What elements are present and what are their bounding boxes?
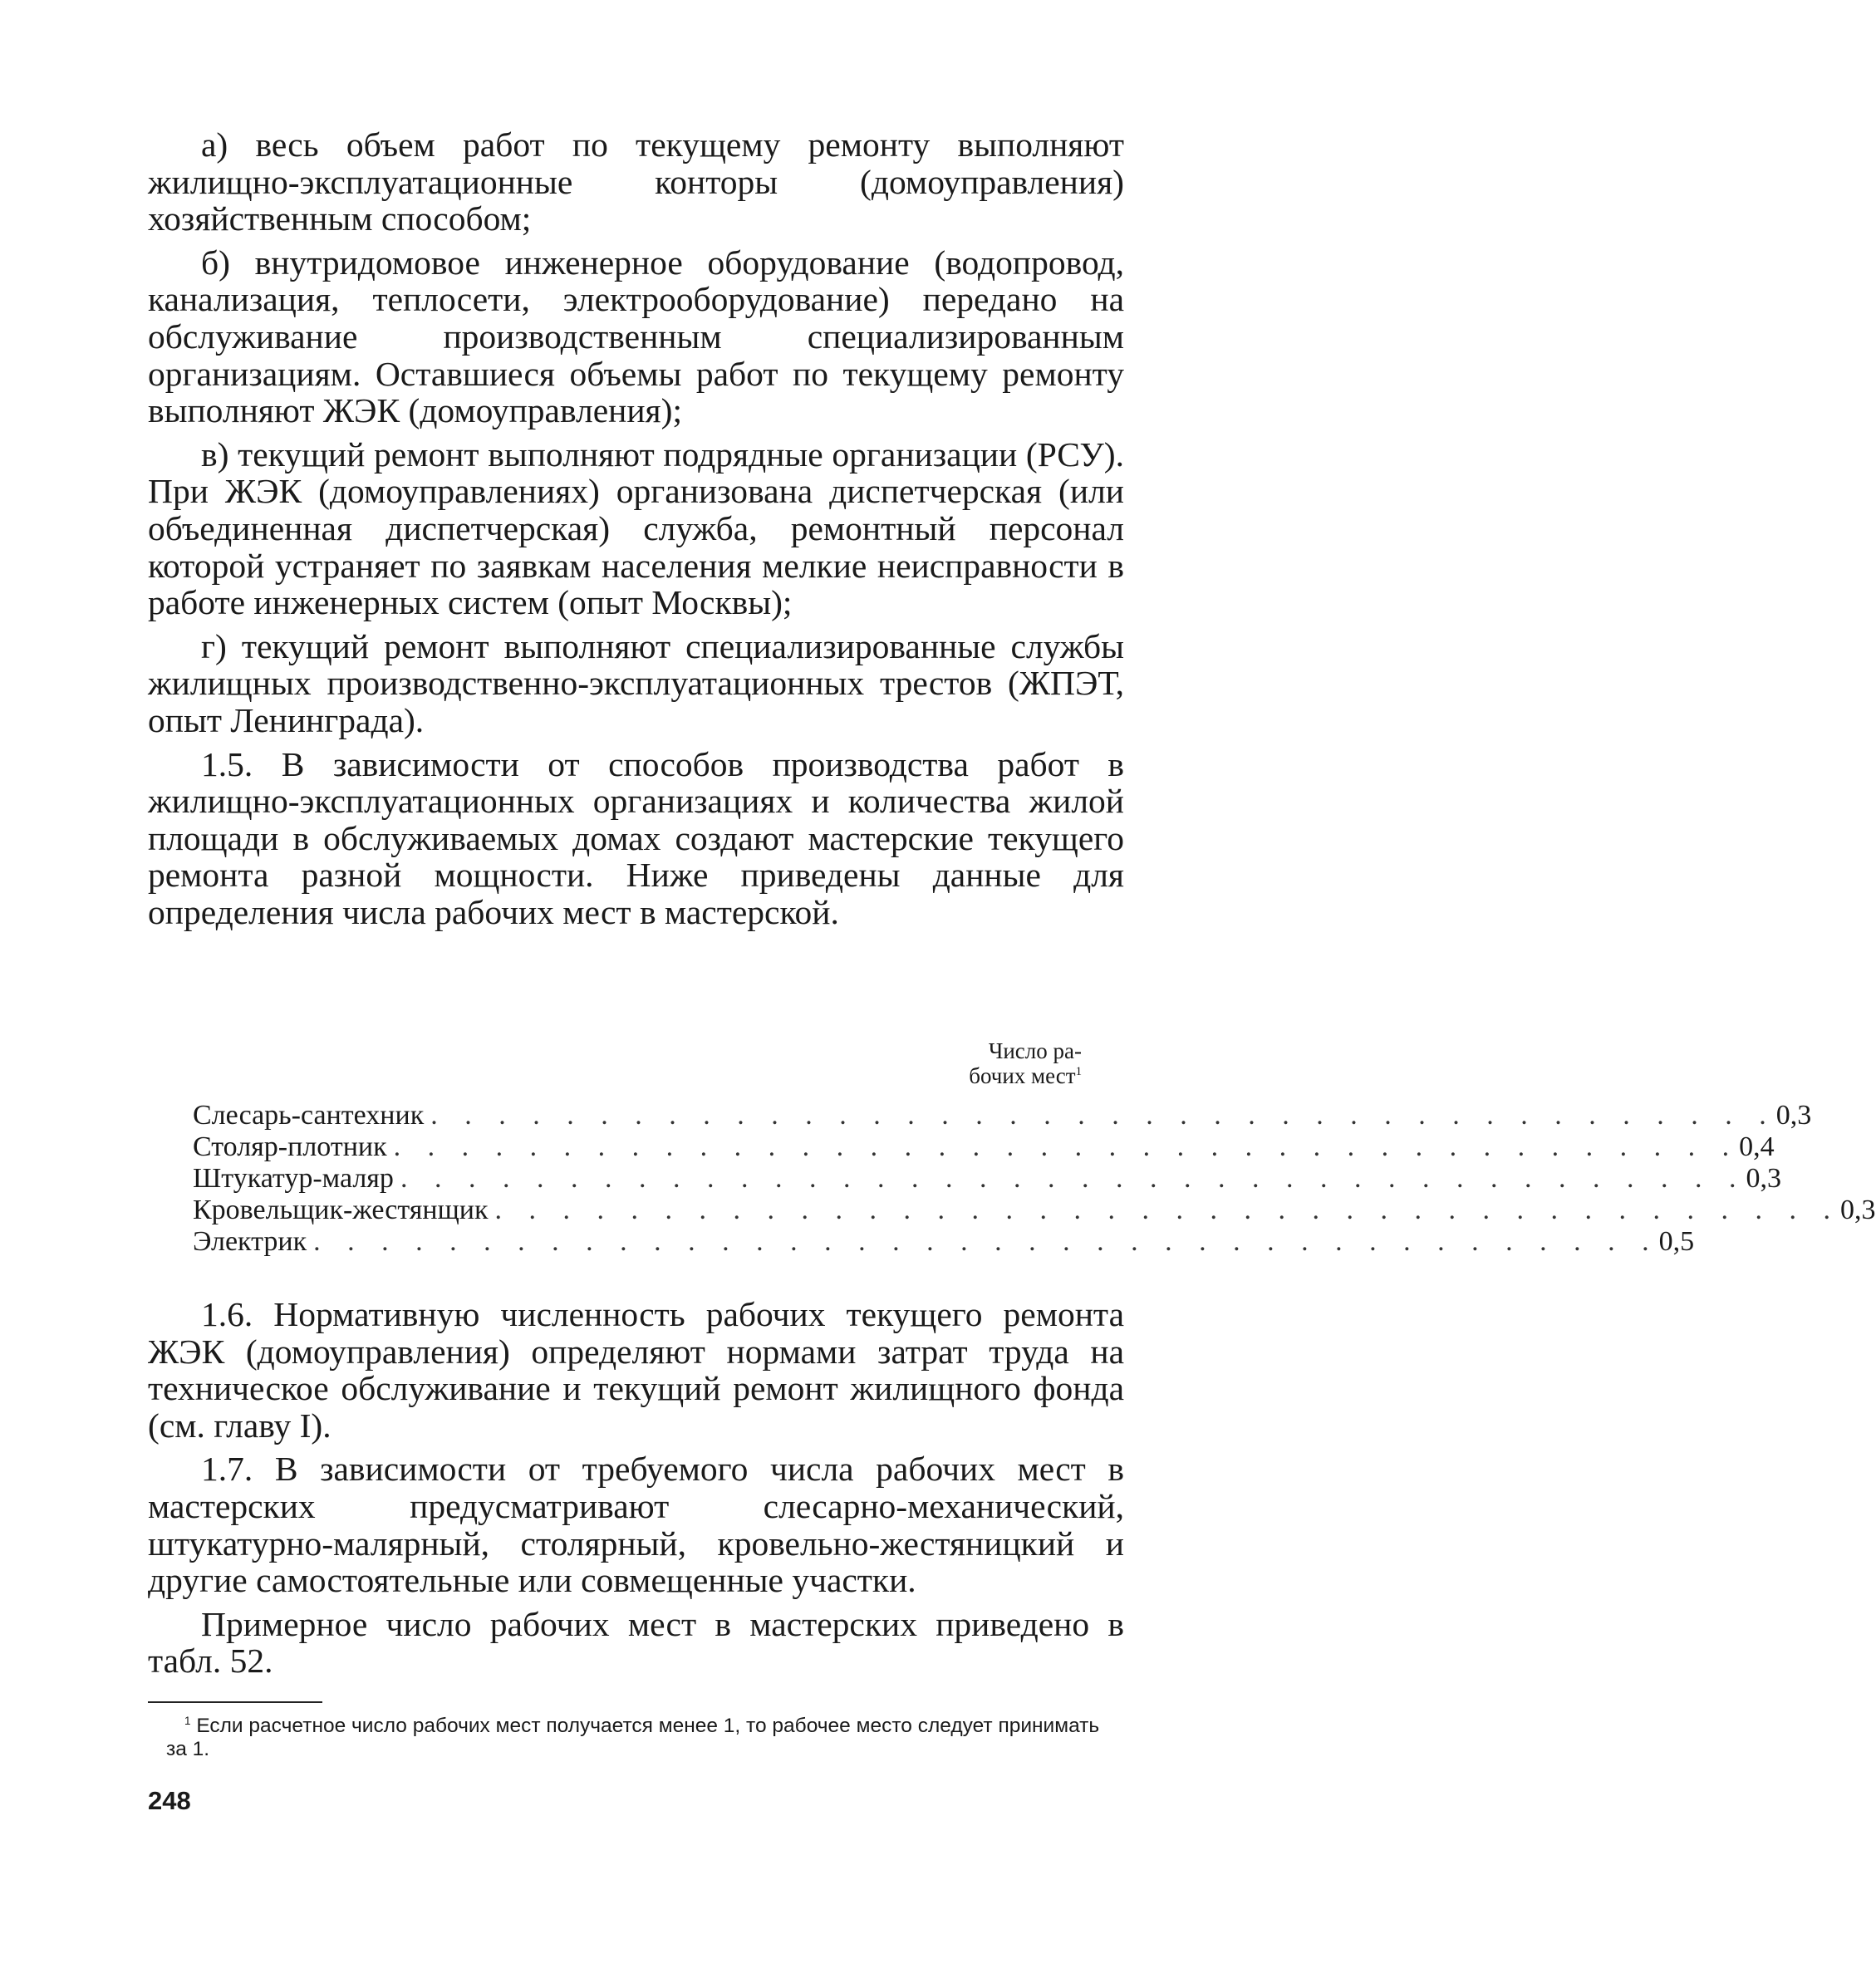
table-row <box>193 1226 1695 1258</box>
footnote-text: Если расчетное число рабочих мест получается менее 1, то рабочее место следует принимать за 1. <box>166 1715 1100 1760</box>
lower-text <box>148 1296 1124 1680</box>
leader-dots: . . . . . . . . . . . . . . . . . . . . . . . . . . . . . . . . . . . . . . . . <box>313 1226 1659 1257</box>
row-label: Штукатур-маляр <box>193 1163 394 1194</box>
paragraph-g: г) текущий ремонт выполняют специализированные службы жилищных производственно-эксплуатационных трестов (ЖПЭТ, опыт Ленинграда). <box>148 626 1124 739</box>
row-label: Кровельщик-жестянщик <box>193 1195 489 1225</box>
paragraph-v: в) текущий ремонт выполняют подрядные организации (РСУ). При ЖЭК (домоуправлениях) организована диспетчерская (или объединенная диспетчерская) служба, ремонтный персонал которой устраняет по заявкам населения мелкие неисправности в работе инженерных систем (опыт Москвы); <box>148 434 1124 622</box>
column-header-line-2: бочих мест$^1$ <box>969 1063 1082 1088</box>
row-value: 0,3 <box>1775 1100 1812 1131</box>
footnote-mark: 1 <box>184 1714 191 1727</box>
workplaces-table <box>193 1038 1876 1258</box>
row-label: Столяр-плотник <box>193 1131 387 1162</box>
paragraph-b: б) внутридомовое инженерное оборудование (водопровод, канализация, теплосети, электрооборудование) передано на обслуживание производственным специализированным организациям. Оставшиеся объемы работ по текущему ремонту выполняют ЖЭК (домоуправления); <box>148 243 1124 430</box>
row-label: Электрик <box>193 1226 307 1257</box>
paragraph-a: а) весь объем работ по текущему ремонту выполняют жилищно-эксплуатационные конторы (домоуправления) хозяйственным способом; <box>148 125 1124 238</box>
table-row <box>193 1100 1812 1131</box>
row-value: 0,5 <box>1658 1226 1695 1257</box>
row-value: 0,4 <box>1739 1131 1775 1162</box>
leader-dots: . . . . . . . . . . . . . . . . . . . . . . . . . . . . . . . . . . . . . . . . <box>393 1131 1740 1162</box>
page-number: 248 <box>148 1786 191 1815</box>
table-column-header <box>193 1038 1082 1088</box>
table-row <box>193 1131 1775 1163</box>
paragraph-1-5: 1.5. В зависимости от способов производства работ в жилищно-эксплуатационных организациях и количества жилой площади в обслуживаемых домах создают мастерские текущего ремонта разной мощности. Ниже приведены данные для определения числа рабочих мест в мастерской. <box>148 744 1124 931</box>
leader-dots: . . . . . . . . . . . . . . . . . . . . . . . . . . . . . . . . . . . . . . . . <box>400 1163 1746 1194</box>
leader-dots: . . . . . . . . . . . . . . . . . . . . . . . . . . . . . . . . . . . . . . . . <box>494 1195 1841 1225</box>
paragraph-1-7: 1.7. В зависимости от требуемого числа рабочих мест в мастерских предусматривают слесарно-механический, штукатурно-малярный, столярный, кровельно-жестяницкий и другие самостоятельные или совмещенные участки. <box>148 1450 1124 1600</box>
footnote-divider <box>148 1701 322 1703</box>
column-header-line-1: Число ра- <box>988 1038 1082 1063</box>
footnote-ref-mark: 1 <box>1075 1065 1082 1078</box>
paragraph-1-6: 1.6. Нормативную численность рабочих текущего ремонта ЖЭК (домоуправления) определяют нормами затрат труда на техническое обслуживание и текущий ремонт жилищного фонда (см. главу I). <box>148 1295 1124 1445</box>
footnote <box>166 1715 1122 1761</box>
leader-dots: . . . . . . . . . . . . . . . . . . . . . . . . . . . . . . . . . . . . . . . . <box>430 1100 1776 1131</box>
row-value: 0,3 <box>1746 1163 1781 1194</box>
paragraph-table-ref: Примерное число рабочих мест в мастерских приведено в табл. 52. <box>148 1604 1124 1681</box>
row-value: 0,3 <box>1840 1195 1876 1225</box>
upper-text <box>148 126 1124 930</box>
table-row <box>193 1195 1876 1226</box>
row-label: Слесарь-сантехник <box>193 1100 425 1131</box>
table-row <box>193 1163 1781 1195</box>
